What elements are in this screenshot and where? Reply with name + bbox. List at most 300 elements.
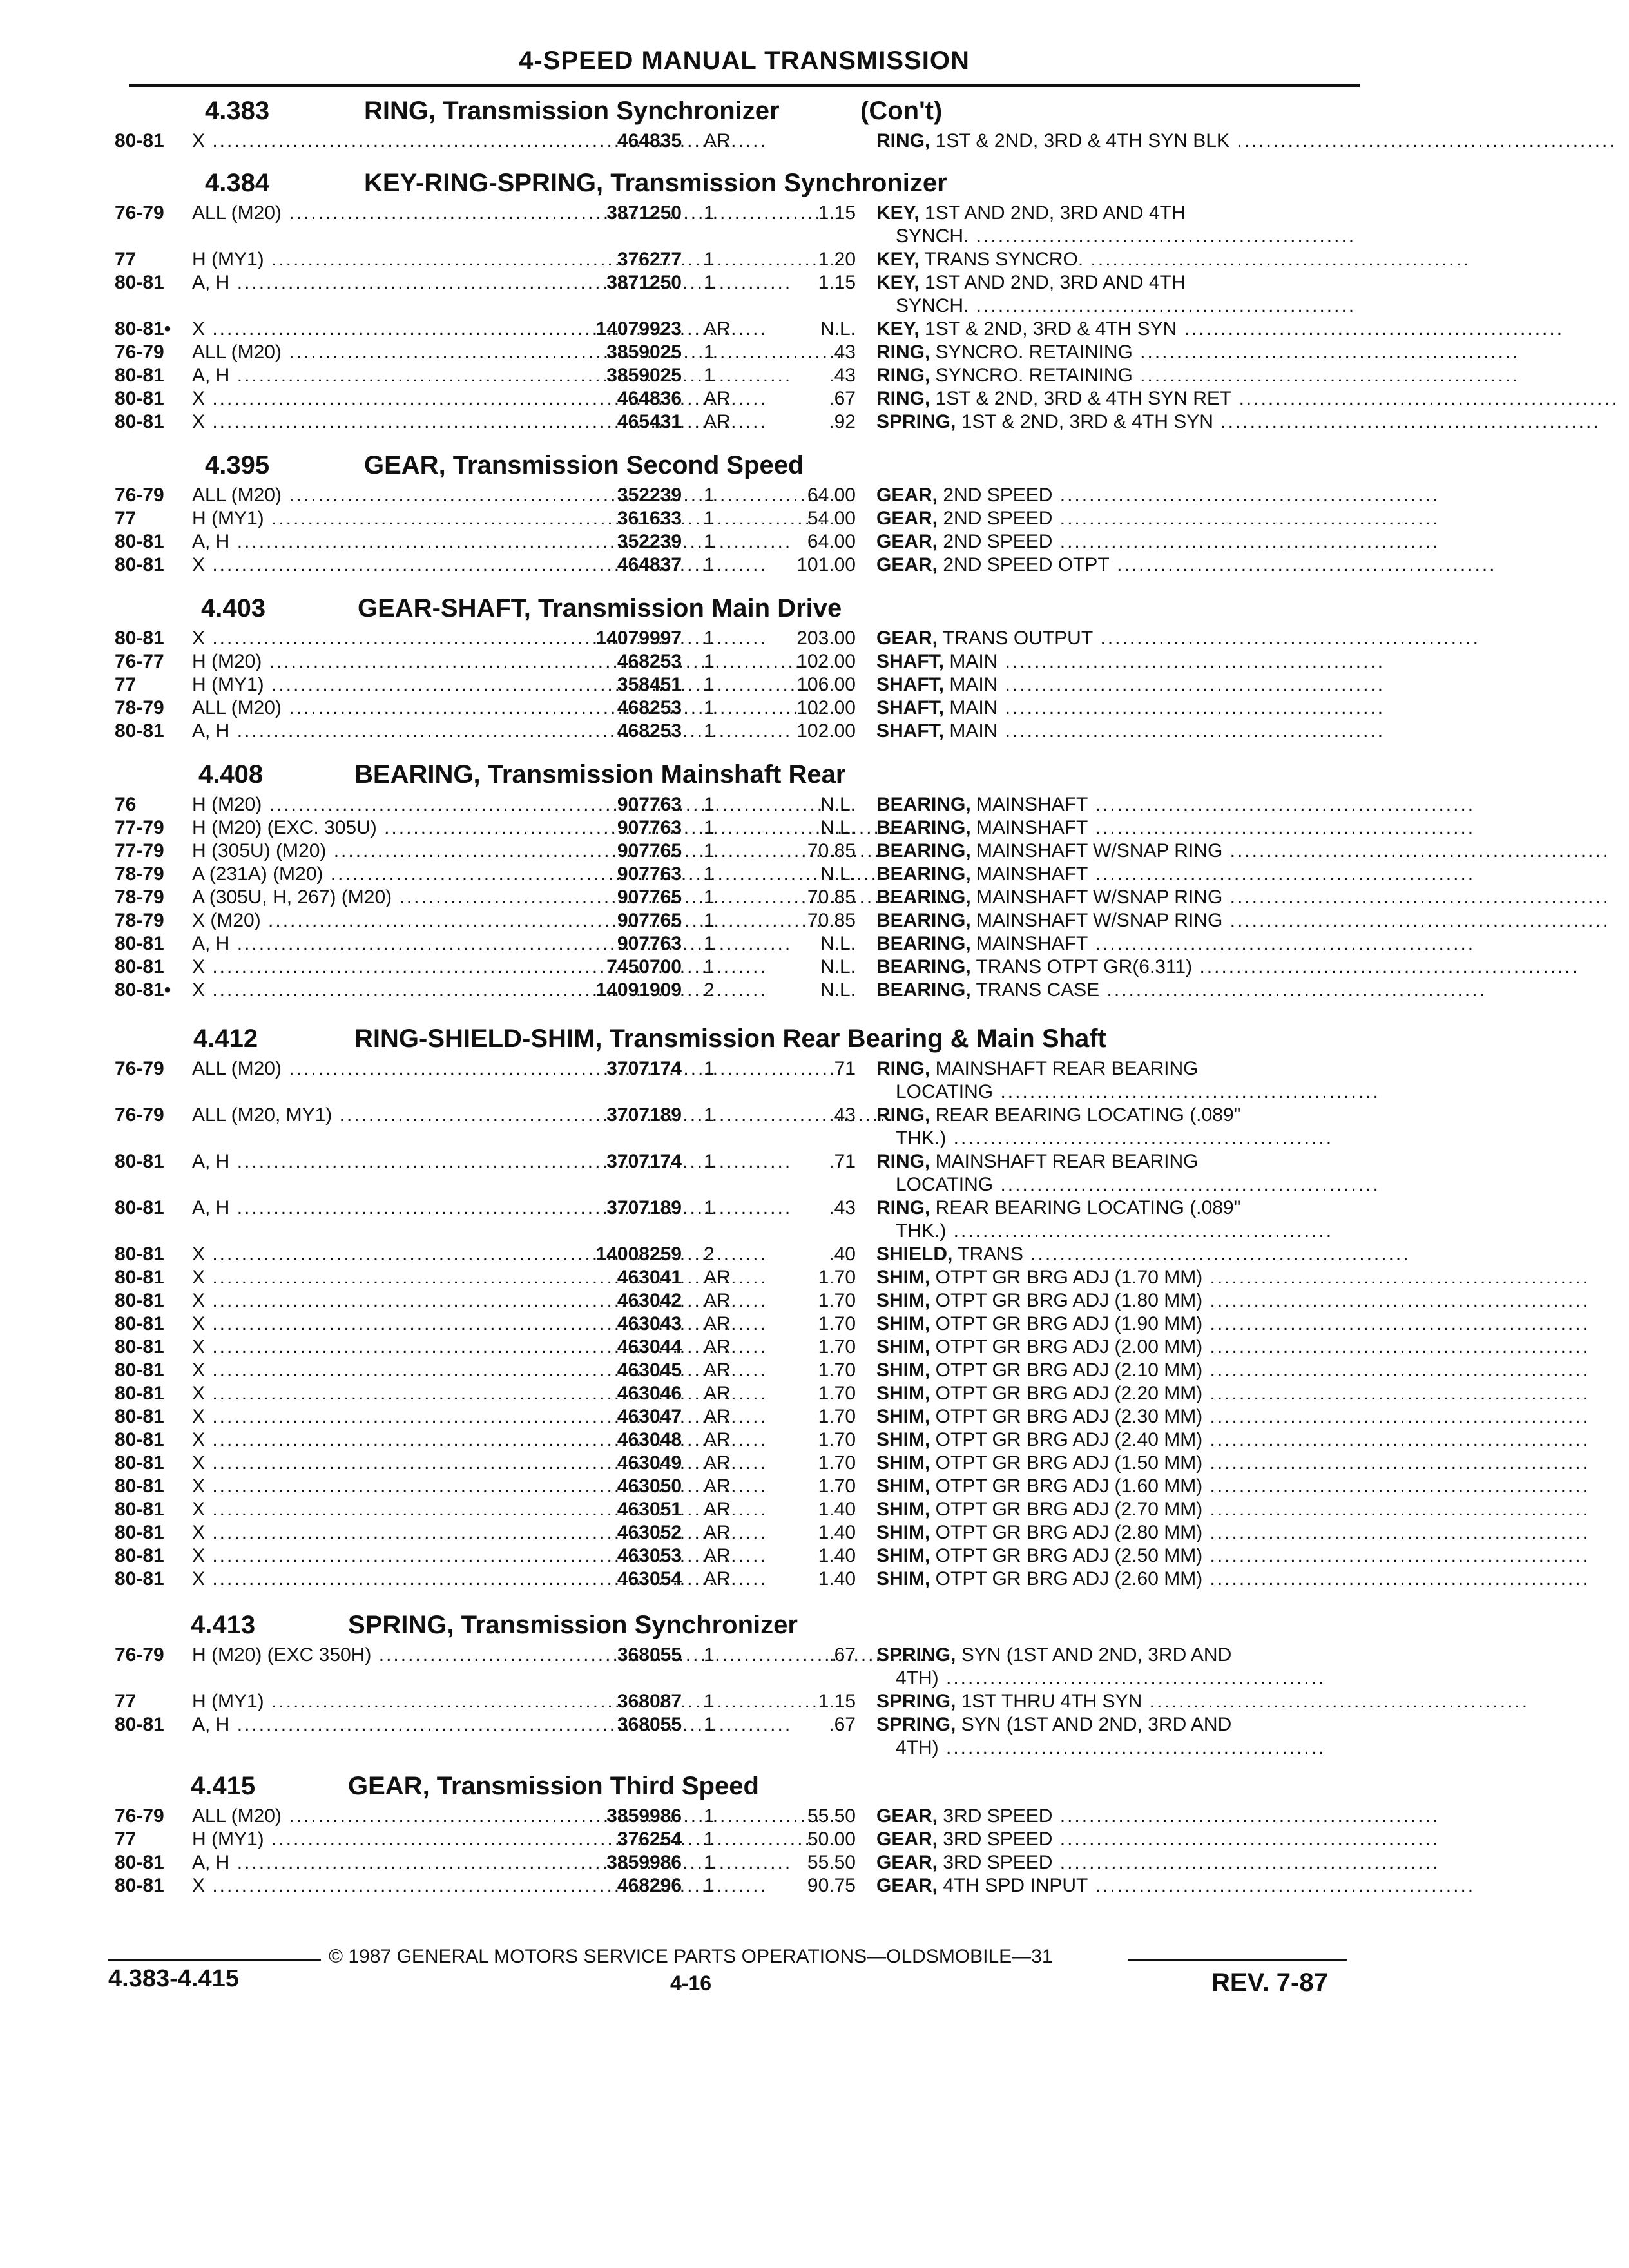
price: 1.70 (818, 1383, 856, 1404)
part-description (876, 1714, 1353, 1736)
part-name: SHAFT, (876, 674, 944, 695)
part-description (876, 910, 1610, 932)
part-description (876, 1406, 1590, 1428)
part-description (876, 1336, 1590, 1358)
quantity: AR (704, 1452, 731, 1474)
part-number: 368055 (617, 1714, 682, 1735)
part-detail: OTPT GR BRG ADJ (2.40 MM) (930, 1429, 1203, 1450)
part-name: RING, (876, 130, 930, 151)
part-number: 376254 (617, 1829, 682, 1850)
model-year: 77 (115, 508, 137, 529)
part-number: 465431 (617, 411, 682, 432)
part-description (876, 202, 1353, 224)
part-description (876, 1829, 1440, 1850)
part-number: 463041 (617, 1267, 682, 1288)
quantity: 1 (704, 1197, 715, 1218)
part-name: SHIELD, (876, 1244, 953, 1265)
section-number: 4.408 (198, 760, 264, 789)
leader-dots: .................................................... (1088, 794, 1476, 815)
quantity: 1 (704, 910, 715, 931)
application: H (MY1) ..... (192, 1691, 553, 1713)
part-detail: OTPT GR BRG ADJ (1.60 MM) (930, 1475, 1203, 1497)
part-detail: 2ND SPEED (938, 508, 1053, 529)
part-description-continued (896, 295, 1360, 317)
part-detail: 1ST & 2ND, 3RD & 4TH SYN (956, 411, 1213, 432)
price: 64.00 (807, 485, 856, 506)
table-row (0, 840, 1629, 863)
part-name: KEY, (876, 249, 920, 270)
leader-dots: .................................................... (1202, 1383, 1590, 1404)
price: .40 (829, 1244, 856, 1265)
quantity: 2 (704, 979, 715, 1001)
quantity: 1 (704, 554, 715, 575)
part-name: BEARING, (876, 887, 971, 908)
quantity: AR (704, 1545, 731, 1566)
part-description (876, 1313, 1590, 1335)
part-description (876, 1197, 1353, 1219)
model-year: 80-81 (115, 1545, 164, 1566)
quantity: AR (704, 1406, 731, 1427)
model-year: 80-81 (115, 388, 164, 409)
part-detail: TRANS OTPT GR(6.311) (970, 956, 1193, 977)
leader-dots: .................................................... (1052, 485, 1440, 506)
leader-dots: .................................................... (938, 1667, 1326, 1689)
part-number: 463049 (617, 1452, 682, 1474)
application: X ..... (192, 1360, 553, 1381)
price: 1.40 (818, 1522, 856, 1543)
part-number: 3859986 (606, 1852, 682, 1873)
part-name: SHIM, (876, 1452, 930, 1474)
section-number: 4.413 (191, 1611, 256, 1639)
application: X ..... (192, 1875, 553, 1897)
part-number: 464835 (617, 130, 682, 151)
quantity: 1 (704, 1852, 715, 1873)
part-detail: MAIN (944, 697, 998, 718)
application: X ..... (192, 1244, 553, 1265)
part-name: SHIM, (876, 1429, 930, 1450)
application: X ..... (192, 1568, 553, 1590)
price: .92 (829, 411, 856, 432)
leader-dots: .................................................... (1231, 388, 1619, 409)
table-row (0, 411, 1629, 434)
part-detail: OTPT GR BRG ADJ (2.20 MM) (930, 1383, 1203, 1404)
part-name: KEY, (876, 318, 920, 340)
table-row (0, 1452, 1629, 1475)
table-row (0, 979, 1629, 1003)
part-detail: REAR BEARING LOCATING (.089" (930, 1197, 1241, 1218)
part-detail: 1ST & 2ND, 3RD & 4TH SYN RET (930, 388, 1232, 409)
part-number: 463053 (617, 1545, 682, 1566)
page-number: 4-16 (670, 1972, 712, 1995)
leader-dots: .................................................... (1088, 817, 1476, 838)
application: ALL (M20) ..... (192, 1058, 553, 1080)
part-description (876, 1522, 1590, 1544)
leader-dots: .................................................... (1202, 1290, 1590, 1311)
table-row (0, 674, 1629, 697)
quantity: AR (704, 130, 731, 151)
price: 55.50 (807, 1852, 856, 1873)
price: N.L. (820, 863, 856, 885)
price: 70.85 (807, 840, 856, 861)
table-row (0, 817, 1629, 840)
leader-dots: .................................................... (1202, 1313, 1590, 1334)
part-number: 376277 (617, 249, 682, 270)
application: X ..... (192, 1313, 553, 1335)
part-description (876, 1267, 1590, 1289)
leader-dots: .................................................... (1023, 1244, 1411, 1265)
model-year: 80-81 (115, 1714, 164, 1735)
part-description (876, 979, 1487, 1001)
application: X ..... (192, 628, 553, 649)
application: H (MY1) ..... (192, 1829, 553, 1850)
quantity: 1 (704, 1875, 715, 1896)
model-year: 80-81• (115, 318, 171, 340)
price: 1.40 (818, 1545, 856, 1566)
model-year: 78-79 (115, 910, 164, 931)
leader-dots: .................................................... (998, 697, 1385, 718)
quantity: AR (704, 1313, 731, 1334)
model-year: 80-81• (115, 979, 171, 1001)
application: ALL (M20) ..... (192, 202, 553, 224)
part-detail: 1ST AND 2ND, 3RD AND 4TH (919, 272, 1186, 293)
footer-rule-right (1128, 1959, 1347, 1961)
application: ALL (M20, MY1) ..... (192, 1104, 553, 1126)
part-detail: MAIN (944, 674, 998, 695)
leader-dots: .................................................... (1202, 1360, 1590, 1381)
leader-dots: .................................................... (1213, 411, 1601, 432)
quantity: 1 (704, 341, 715, 363)
part-detail: SYNCRO. RETAINING (930, 341, 1133, 363)
part-description (876, 1852, 1440, 1874)
part-description (876, 554, 1497, 576)
price: 1.40 (818, 1568, 856, 1590)
part-description (876, 1360, 1590, 1381)
part-detail: 3RD SPEED (938, 1805, 1053, 1827)
part-number: 907765 (617, 910, 682, 931)
page-title: 4-SPEED MANUAL TRANSMISSION (519, 46, 970, 75)
table-row (0, 910, 1629, 933)
quantity: 1 (704, 956, 715, 977)
part-description (876, 1644, 1353, 1666)
price: N.L. (820, 956, 856, 977)
quantity: 1 (704, 794, 715, 815)
part-detail-continued: LOCATING (896, 1081, 994, 1102)
price: N.L. (820, 318, 856, 340)
part-detail: TRANS OUTPUT (938, 628, 1094, 649)
part-description (876, 272, 1353, 294)
part-name: SHIM, (876, 1360, 930, 1381)
price: 203.00 (796, 628, 856, 649)
part-number: 7450700 (606, 956, 682, 977)
part-description-continued (896, 1737, 1360, 1759)
part-detail: OTPT GR BRG ADJ (2.00 MM) (930, 1336, 1203, 1358)
table-row (0, 249, 1629, 272)
part-number: 463054 (617, 1568, 682, 1590)
part-number: 468296 (617, 1875, 682, 1896)
part-name: SHIM, (876, 1336, 930, 1358)
section-heading (0, 594, 1629, 628)
price: .43 (829, 1104, 856, 1126)
leader-dots: .................................................... (1132, 341, 1520, 363)
price: 1.15 (818, 272, 856, 293)
section-title: GEAR, Transmission Third Speed (348, 1772, 759, 1800)
part-description (876, 933, 1476, 955)
part-number: 358451 (617, 674, 682, 695)
quantity: 1 (704, 817, 715, 838)
application: X ..... (192, 1290, 553, 1312)
price: .71 (829, 1058, 856, 1079)
quantity: AR (704, 1336, 731, 1358)
part-number: 463046 (617, 1383, 682, 1404)
leader-dots: .................................................... (1222, 887, 1610, 908)
part-description (876, 1545, 1590, 1567)
part-description (876, 1805, 1440, 1827)
part-detail: MAIN (944, 651, 998, 672)
section-number: 4.415 (191, 1772, 256, 1800)
part-name: GEAR, (876, 508, 938, 529)
quantity: 1 (704, 1829, 715, 1850)
table-row (0, 1805, 1629, 1829)
leader-dots: .................................................... (1222, 910, 1610, 931)
model-year: 78-79 (115, 887, 164, 908)
part-number: 468253 (617, 697, 682, 718)
quantity: AR (704, 1290, 731, 1311)
leader-dots: .................................................... (1052, 1829, 1440, 1850)
model-year: 76-79 (115, 1058, 164, 1079)
model-year: 80-81 (115, 531, 164, 552)
application: X ..... (192, 1267, 553, 1289)
part-name: BEARING, (876, 933, 971, 954)
table-row (0, 1336, 1629, 1360)
price: 106.00 (796, 674, 856, 695)
section-heading (0, 169, 1629, 202)
part-detail: 1ST & 2ND, 3RD & 4TH SYN BLK (930, 130, 1229, 151)
part-number: 463050 (617, 1475, 682, 1497)
part-name: SHIM, (876, 1383, 930, 1404)
section-number: 4.395 (205, 451, 270, 479)
leader-dots: .................................................... (1093, 628, 1480, 649)
model-year: 80-81 (115, 1336, 164, 1358)
part-description-continued (896, 1220, 1360, 1242)
part-detail: 2ND SPEED (938, 485, 1053, 506)
price: .71 (829, 1151, 856, 1172)
footer-rule-left (108, 1959, 321, 1961)
model-year: 80-81 (115, 1475, 164, 1497)
quantity: 1 (704, 272, 715, 293)
quantity: 1 (704, 1058, 715, 1079)
part-number: 463043 (617, 1313, 682, 1334)
leader-dots: .................................................... (1202, 1267, 1590, 1288)
part-detail: MAINSHAFT (970, 933, 1088, 954)
leader-dots: .................................................... (1192, 956, 1579, 977)
part-number: 463045 (617, 1360, 682, 1381)
part-name: BEARING, (876, 817, 971, 838)
quantity: 1 (704, 933, 715, 954)
model-year: 80-81 (115, 956, 164, 977)
section-heading (0, 451, 1629, 485)
leader-dots: .................................................... (1202, 1429, 1590, 1450)
application: A (231A) (M20) ..... (192, 863, 553, 885)
part-description (876, 1875, 1476, 1897)
model-year: 76-79 (115, 1644, 164, 1666)
part-name: RING, (876, 1197, 930, 1218)
quantity: AR (704, 411, 731, 432)
quantity: AR (704, 1522, 731, 1543)
leader-dots: .................................................... (1109, 554, 1497, 575)
part-number: 361633 (617, 508, 682, 529)
section-note: (Con't) (860, 97, 943, 125)
part-name: SHIM, (876, 1522, 930, 1543)
part-number: 907765 (617, 840, 682, 861)
leader-dots: .................................................... (1202, 1545, 1590, 1566)
section-heading (0, 760, 1629, 794)
table-row (0, 508, 1629, 531)
part-number: 907763 (617, 933, 682, 954)
quantity: 1 (704, 508, 715, 529)
part-description-continued (896, 1128, 1360, 1149)
part-name: BEARING, (876, 910, 971, 931)
part-detail: MAINSHAFT REAR BEARING (930, 1151, 1199, 1172)
part-description-continued (896, 1081, 1380, 1103)
model-year: 80-81 (115, 1452, 164, 1474)
table-row (0, 1429, 1629, 1452)
price: .67 (829, 1644, 856, 1666)
table-row (0, 933, 1629, 956)
application: ALL (M20) ..... (192, 697, 553, 719)
model-year: 80-81 (115, 1313, 164, 1334)
price: 1.15 (818, 1691, 856, 1712)
part-detail: MAINSHAFT (970, 794, 1088, 815)
leader-dots: .................................................... (938, 1737, 1326, 1758)
part-number: 907763 (617, 817, 682, 838)
price: 64.00 (807, 531, 856, 552)
section-title: SPRING, Transmission Synchronizer (348, 1611, 798, 1639)
part-description (876, 1691, 1530, 1713)
leader-dots: .................................................... (993, 1174, 1380, 1195)
quantity: AR (704, 1499, 731, 1520)
part-description (876, 531, 1440, 553)
model-year: 80-81 (115, 1522, 164, 1543)
application: X ..... (192, 1452, 553, 1474)
quantity: 1 (704, 697, 715, 718)
part-number: 3707189 (606, 1104, 682, 1126)
section-title: RING-SHIELD-SHIM, Transmission Rear Bearing & Main Shaft (354, 1024, 1106, 1053)
table-row (0, 1852, 1629, 1875)
table-row (0, 341, 1629, 365)
application: H (M20) ..... (192, 651, 553, 673)
application: A, H ..... (192, 933, 553, 955)
part-name: SHIM, (876, 1290, 930, 1311)
part-detail: MAINSHAFT (970, 817, 1088, 838)
application: A, H ..... (192, 1151, 553, 1173)
table-row (0, 628, 1629, 651)
price: .43 (829, 365, 856, 386)
part-detail: TRANS (952, 1244, 1023, 1265)
part-name: SHAFT, (876, 697, 944, 718)
application: A, H ..... (192, 1714, 553, 1736)
model-year: 80-81 (115, 933, 164, 954)
table-row (0, 1058, 1629, 1081)
model-year: 80-81 (115, 1360, 164, 1381)
table-row (0, 318, 1629, 341)
part-detail: MAIN (944, 720, 998, 742)
part-detail: MAINSHAFT W/SNAP RING (970, 910, 1223, 931)
application: X ..... (192, 1336, 553, 1358)
model-year: 80-81 (115, 1267, 164, 1288)
part-number: 14079997 (595, 628, 682, 649)
part-detail: OTPT GR BRG ADJ (2.10 MM) (930, 1360, 1203, 1381)
leader-dots: .................................................... (969, 226, 1356, 247)
section-number: 4.383 (205, 97, 270, 125)
part-detail: 1ST & 2ND, 3RD & 4TH SYN (919, 318, 1177, 340)
model-year: 77-79 (115, 817, 164, 838)
model-year: 77-79 (115, 840, 164, 861)
section-title: GEAR, Transmission Second Speed (364, 451, 804, 479)
leader-dots: .................................................... (998, 651, 1385, 672)
part-description (876, 130, 1617, 152)
model-year: 76-79 (115, 341, 164, 363)
quantity: 1 (704, 1644, 715, 1666)
part-name: RING, (876, 1058, 930, 1079)
price: 1.70 (818, 1336, 856, 1358)
leader-dots: .................................................... (998, 674, 1385, 695)
part-description (876, 341, 1520, 363)
price: .43 (829, 1197, 856, 1218)
part-name: SPRING, (876, 411, 956, 432)
part-name: SHIM, (876, 1475, 930, 1497)
part-description (876, 1568, 1590, 1590)
quantity: AR (704, 318, 731, 340)
model-year: 80-81 (115, 1875, 164, 1896)
model-year: 80-81 (115, 1197, 164, 1218)
table-row (0, 1522, 1629, 1545)
price: 1.70 (818, 1267, 856, 1288)
leader-dots: .................................................... (1202, 1336, 1590, 1358)
part-description (876, 1244, 1411, 1265)
part-number: 907763 (617, 794, 682, 815)
section-heading (0, 1611, 1629, 1644)
table-row (0, 1313, 1629, 1336)
leader-dots: .................................................... (1052, 508, 1440, 529)
application: X ..... (192, 554, 553, 576)
part-description-continued (896, 1667, 1360, 1689)
part-description (876, 318, 1565, 340)
price: .43 (829, 341, 856, 363)
section-heading (0, 97, 1629, 130)
section-title: BEARING, Transmission Mainshaft Rear (354, 760, 846, 789)
table-row (0, 794, 1629, 817)
quantity: AR (704, 1475, 731, 1497)
leader-dots: .................................................... (1222, 840, 1610, 861)
part-description (876, 249, 1470, 271)
table-row (0, 531, 1629, 554)
quantity: 1 (704, 1805, 715, 1827)
quantity: 1 (704, 674, 715, 695)
part-description (876, 1475, 1590, 1497)
part-number: 14008259 (595, 1244, 682, 1265)
application: A, H ..... (192, 365, 553, 387)
part-name: SHIM, (876, 1545, 930, 1566)
part-description (876, 1383, 1590, 1405)
application: H (M20) (EXC 350H) ..... (192, 1644, 553, 1666)
table-row (0, 863, 1629, 887)
part-description (876, 508, 1440, 530)
table-row (0, 485, 1629, 508)
table-row (0, 887, 1629, 910)
leader-dots: .................................................... (1099, 979, 1487, 1001)
table-row (0, 1406, 1629, 1429)
price: 1.70 (818, 1429, 856, 1450)
